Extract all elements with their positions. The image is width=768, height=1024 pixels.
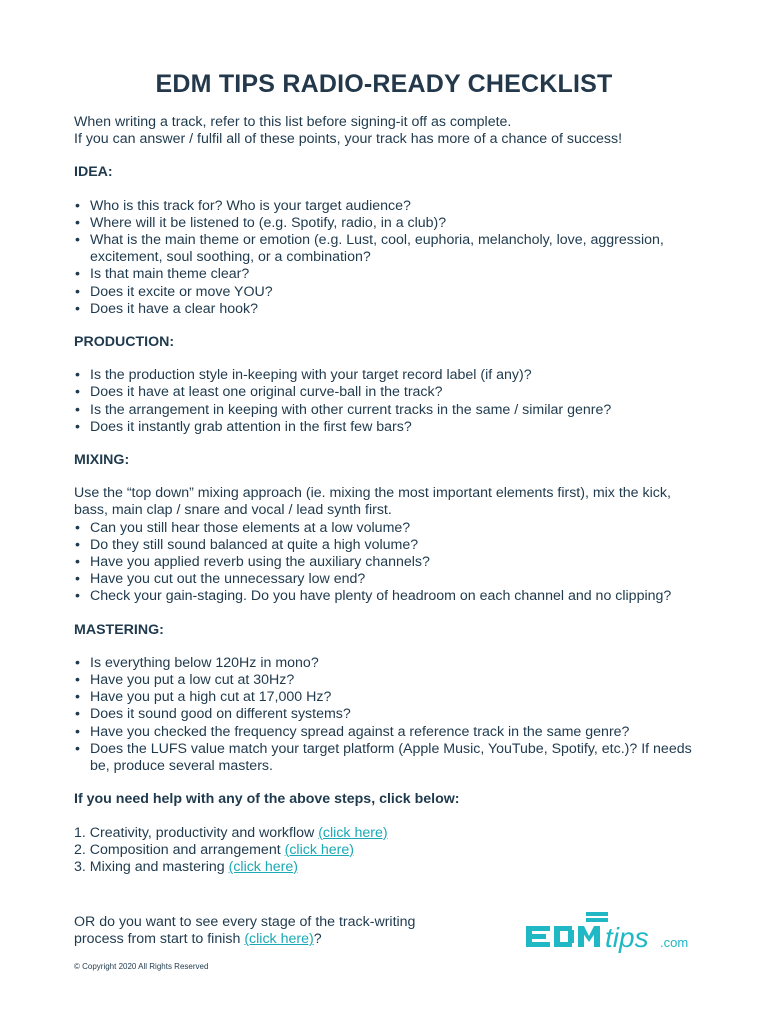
idea-heading: IDEA: [74,164,113,181]
page-title: EDM TIPS RADIO-READY CHECKLIST [155,70,613,98]
list-item: • Does it have a clear hook? [75,300,258,317]
production-list [74,367,704,436]
list-item: • What is the main theme or emotion (e.g. Lust, cool, euphoria, melancholy, love, aggression, excitement, soul soothing, or a combination? [75,232,664,266]
click-here-link[interactable]: (click here) [244,931,314,948]
click-here-link[interactable]: (click here) [284,841,354,858]
help-list [74,825,704,877]
list-item: • Does it excite or move YOU? [75,283,273,300]
mixing-heading: MIXING: [74,452,130,469]
logo-tips-text: tips [605,922,649,953]
help-heading: If you need help with any of the above steps, click below: [74,791,460,808]
list-item: • Check your gain-staging. Do you have plenty of headroom on each channel and no clipping? [75,588,672,605]
list-item: • Have you checked the frequency spread against a reference track in the same genre? [75,723,630,740]
footer-line-2: process from start to finish (click here)? [74,931,322,948]
list-item: • Have you put a low cut at 30Hz? [75,672,295,689]
copyright-text: © Copyright 2020 All Rights Reserved [74,962,209,971]
list-item: • Where will it be listened to (e.g. Spotify, radio, in a club)? [75,214,447,231]
list-item: • Does it instantly grab attention in the first few bars? [75,418,412,435]
edmtips-logo-graphic [526,912,698,962]
help-item-composition: 2. Composition and arrangement (click here) [74,841,354,858]
list-item: • Have you cut out the unnecessary low end? [75,571,366,588]
help-item-creativity: 1. Creativity, productivity and workflow (click here) [74,824,388,841]
idea-list [74,198,704,318]
mastering-list [74,655,704,775]
mixing-intro: Use the “top down” mixing approach (ie. mixing the most important elements first), mix the kick, bass, main clap / snare and vocal / lead synth first. [74,485,671,519]
list-item: • Does the LUFS value match your target platform (Apple Music, YouTube, Spotify, etc.)? If needs be, produce several masters. [75,740,692,775]
list-item: • Does it have at least one original curve-ball in the track? [75,384,443,401]
list-item: • Does it sound good on different systems? [75,706,351,723]
intro-line-2: If you can answer / fulfil all of these points, your track has more of a chance of success! [74,131,623,148]
list-item: • Do they still sound balanced at quite a high volume? [75,536,419,553]
click-here-link[interactable]: (click here) [228,858,298,875]
intro-line-1: When writing a track, refer to this list before signing-it off as complete. [74,114,512,130]
footer-callout [74,914,494,948]
list-item: • Is the arrangement in keeping with other current tracks in the same / similar genre? [75,401,612,418]
list-item: • Is everything below 120Hz in mono? [75,654,319,671]
checklist-content [74,114,704,876]
mastering-heading: MASTERING: [74,621,164,638]
list-item: • Who is this track for? Who is your target audience? [75,197,411,214]
production-heading: PRODUCTION: [74,334,175,351]
footer-line-1: OR do you want to see every stage of the track-writing [74,914,416,930]
help-item-mixing: 3. Mixing and mastering (click here) [74,858,298,875]
logo-com-text: .com [660,935,689,950]
click-here-link[interactable]: (click here) [318,824,388,841]
list-item: • Have you applied reverb using the auxiliary channels? [75,554,430,571]
list-item: • Is that main theme clear? [75,266,250,283]
list-item: • Is the production style in-keeping with your target record label (if any)? [75,367,532,384]
edmtips-logo [526,912,698,967]
list-item: • Can you still hear those elements at a low volume? [75,519,411,536]
list-item: • Have you put a high cut at 17,000 Hz? [75,689,332,706]
mixing-list [74,520,704,606]
